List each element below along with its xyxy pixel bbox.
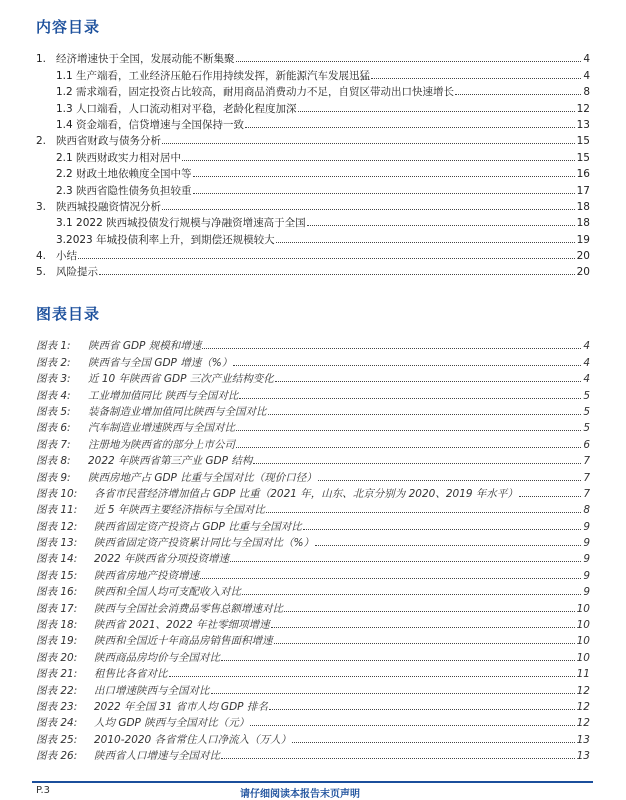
figure-entry-title: 各省市民营经济增加值占 GDP 比重（2021 年，山东、北京分别为 2020、2019 年水平） <box>94 487 518 500</box>
figure-entry[interactable] <box>36 516 590 532</box>
dot-leader <box>99 274 575 275</box>
figure-entry[interactable] <box>36 565 590 581</box>
dot-leader <box>455 94 581 95</box>
toc-entry[interactable] <box>36 246 590 262</box>
dot-leader <box>269 709 575 710</box>
figure-entry-title: 工业增加值同比 陕西与全国对比 <box>88 389 239 402</box>
figure-entry-title: 陕西房地产占 GDP 比重与全国对比（现价口径） <box>88 471 317 484</box>
figure-entry-label: 图表 14: <box>36 553 78 566</box>
toc-entry-title: 风险提示 <box>56 266 98 279</box>
figure-entry-page: 7 <box>583 455 590 468</box>
figure-entry-label: 图表 16: <box>36 586 78 599</box>
figure-entry[interactable] <box>36 664 590 680</box>
dot-leader <box>318 480 582 481</box>
figure-entry[interactable] <box>36 729 590 745</box>
toc-entry[interactable] <box>36 262 590 278</box>
figure-entry-page: 4 <box>583 373 590 386</box>
toc-entry[interactable] <box>36 98 590 114</box>
toc-entry[interactable] <box>36 49 590 65</box>
toc-entry-page: 4 <box>583 69 590 82</box>
figure-entry-label: 图表 26: <box>36 750 78 763</box>
figure-entry-page: 12 <box>576 684 590 697</box>
dot-leader <box>292 742 575 743</box>
figure-entry-title: 陕西省 2021、2022 年社零细项增速 <box>94 619 270 632</box>
figure-entry-page: 13 <box>576 733 590 746</box>
figure-entry-page: 4 <box>583 340 590 353</box>
dot-leader <box>245 127 575 128</box>
figure-entry[interactable] <box>36 336 590 352</box>
toc-entry-number: 3. <box>36 200 47 213</box>
footer-page-number: P.3 <box>36 785 51 796</box>
toc-entry-title: 1.3 人口端看，人口流动相对平稳，老龄化程度加深 <box>56 102 297 115</box>
figure-entry-page: 12 <box>576 700 590 713</box>
toc-entry-title: 1.1 生产端看，工业经济压舱石作用持续发挥，新能源汽车发展迅猛 <box>56 69 371 82</box>
figure-entry-title: 租售比各省对比 <box>94 668 168 681</box>
toc-entry[interactable] <box>36 65 590 81</box>
toc-entry-number: 4. <box>36 250 47 263</box>
dot-leader <box>193 176 575 177</box>
toc-entry[interactable] <box>36 213 590 229</box>
figure-entry[interactable] <box>36 533 590 549</box>
toc-title: 内容目录 <box>36 18 101 36</box>
toc-entry[interactable] <box>36 131 590 147</box>
toc-entry[interactable] <box>36 147 590 163</box>
figure-list-title: 图表目录 <box>36 305 101 323</box>
figure-entry-label: 图表 5: <box>36 405 71 418</box>
figure-entry-label: 图表 11: <box>36 504 78 517</box>
dot-leader <box>268 414 582 415</box>
dot-leader <box>230 561 581 562</box>
dot-leader <box>275 381 582 382</box>
dot-leader <box>221 660 575 661</box>
dot-leader <box>276 242 575 243</box>
figure-entry-label: 图表 2: <box>36 356 71 369</box>
figure-entry-label: 图表 21: <box>36 668 78 681</box>
dot-leader <box>200 578 581 579</box>
toc-entry-page: 17 <box>576 184 590 197</box>
toc-entry-page: 15 <box>576 151 590 164</box>
dot-leader <box>169 676 575 677</box>
dot-leader <box>371 78 581 79</box>
figure-entry-page: 9 <box>583 586 590 599</box>
figure-entry-label: 图表 1: <box>36 340 71 353</box>
dot-leader <box>242 594 581 595</box>
figure-entry-page: 9 <box>583 520 590 533</box>
figure-entry-page: 12 <box>576 717 590 730</box>
figure-entry-title: 近 10 年陕西省 GDP 三次产业结构变化 <box>88 373 274 386</box>
figure-entry-title: 陕西与全国社会消费品零售总额增速对比 <box>94 602 283 615</box>
toc-entry-page: 20 <box>576 250 590 263</box>
toc-entry-page: 12 <box>576 102 590 115</box>
toc-entry[interactable] <box>36 180 590 196</box>
dot-leader <box>274 643 575 644</box>
figure-entry[interactable] <box>36 385 590 401</box>
figure-entry-page: 9 <box>583 553 590 566</box>
dot-leader <box>236 447 581 448</box>
figure-entry[interactable] <box>36 598 590 614</box>
toc-entry-title: 陕西省财政与债务分析 <box>56 135 161 148</box>
figure-entry-title: 陕西省固定资产投资占 GDP 比重与全国对比 <box>94 520 302 533</box>
dot-leader <box>221 758 575 759</box>
figure-entry[interactable] <box>36 647 590 663</box>
figure-entry-label: 图表 17: <box>36 602 78 615</box>
toc-entry-page: 16 <box>576 168 590 181</box>
dot-leader <box>162 209 575 210</box>
figure-entry-label: 图表 4: <box>36 389 71 402</box>
figure-entry[interactable] <box>36 352 590 368</box>
figure-entry[interactable] <box>36 467 590 483</box>
figure-entry-page: 9 <box>583 537 590 550</box>
figure-entry-page: 5 <box>583 405 590 418</box>
toc-entry-title: 2.2 财政土地依赖度全国中等 <box>56 168 192 181</box>
figure-entry-page: 9 <box>583 569 590 582</box>
toc-entry-number: 5. <box>36 266 47 279</box>
dot-leader <box>182 160 575 161</box>
figure-entry[interactable] <box>36 549 590 565</box>
figure-entry-title: 陕西商品房均价与全国对比 <box>94 651 220 664</box>
figure-entry-label: 图表 24: <box>36 717 78 730</box>
figure-entry-label: 图表 8: <box>36 455 71 468</box>
figure-entry-label: 图表 20: <box>36 651 78 664</box>
toc-entry-page: 13 <box>576 118 590 131</box>
dot-leader <box>307 225 575 226</box>
figure-entry-page: 13 <box>576 750 590 763</box>
figure-entry-page: 8 <box>583 504 590 517</box>
figure-entry-label: 图表 19: <box>36 635 78 648</box>
toc-entry-title: 1.2 需求端看，固定投资占比较高，耐用商品消费动力不足，自贸区带动出口快速增长 <box>56 86 455 99</box>
figure-entry-title: 汽车制造业增速陕西与全国对比 <box>88 422 235 435</box>
figure-entry[interactable] <box>36 615 590 631</box>
toc-entry[interactable] <box>36 197 590 213</box>
figure-entry-page: 5 <box>583 422 590 435</box>
toc-entry-page: 4 <box>583 53 590 66</box>
figure-list <box>36 336 590 762</box>
dot-leader <box>236 430 581 431</box>
toc-entry-title: 小结 <box>56 250 77 263</box>
dot-leader <box>253 463 581 464</box>
figure-entry[interactable] <box>36 713 590 729</box>
figure-entry-title: 陕西和全国人均可支配收入对比 <box>94 586 241 599</box>
figure-entry-label: 图表 18: <box>36 619 78 632</box>
figure-entry-page: 6 <box>583 438 590 451</box>
toc-entry-title: 3.1 2022 陕西城投债发行规模与净融资增速高于全国 <box>56 217 306 230</box>
figure-entry-label: 图表 23: <box>36 700 78 713</box>
toc-entry-page: 18 <box>576 217 590 230</box>
figure-entry[interactable] <box>36 697 590 713</box>
toc-list <box>36 49 590 278</box>
toc-entry-number: 2. <box>36 135 47 148</box>
figure-entry-page: 10 <box>576 619 590 632</box>
dot-leader <box>266 512 581 513</box>
figure-entry-label: 图表 9: <box>36 471 71 484</box>
figure-entry-label: 图表 6: <box>36 422 71 435</box>
dot-leader <box>78 258 575 259</box>
figure-entry-title: 2022 年陕西省第三产业 GDP 结构 <box>88 455 253 468</box>
toc-entry[interactable] <box>36 115 590 131</box>
figure-entry[interactable] <box>36 500 590 516</box>
figure-entry-title: 陕西省 GDP 规模和增速 <box>88 340 202 353</box>
figure-entry-title: 2010-2020 各省常住人口净流入（万人） <box>94 733 292 746</box>
toc-entry-page: 8 <box>583 86 590 99</box>
figure-entry-page: 5 <box>583 389 590 402</box>
toc-entry-title: 经济增速快于全国，发展动能不断集聚 <box>56 53 235 66</box>
toc-entry[interactable] <box>36 82 590 98</box>
figure-entry[interactable] <box>36 402 590 418</box>
figure-entry-page: 7 <box>583 471 590 484</box>
dot-leader <box>271 627 575 628</box>
figure-entry-label: 图表 12: <box>36 520 78 533</box>
figure-entry[interactable] <box>36 484 590 500</box>
dot-leader <box>193 193 575 194</box>
toc-entry-title: 1.4 资金端看，信贷增速与全国保持一致 <box>56 118 245 131</box>
figure-entry-page: 10 <box>576 602 590 615</box>
figure-entry-page: 10 <box>576 651 590 664</box>
toc-entry-title: 2.1 陕西财政实力相对居中 <box>56 151 182 164</box>
dot-leader <box>239 398 581 399</box>
figure-entry-title: 装备制造业增加值同比陕西与全国对比 <box>88 405 267 418</box>
figure-entry-title: 陕西省固定资产投资累计同比与全国对比（%） <box>94 537 314 550</box>
dot-leader <box>519 496 581 497</box>
toc-entry-title: 2.3 陕西省隐性债务负担较重 <box>56 184 192 197</box>
dot-leader <box>233 365 581 366</box>
dot-leader <box>315 545 581 546</box>
dot-leader <box>284 611 575 612</box>
figure-entry-label: 图表 3: <box>36 373 71 386</box>
toc-entry[interactable] <box>36 164 590 180</box>
figure-entry-title: 陕西省房地产投资增速 <box>94 569 199 582</box>
figure-entry[interactable] <box>36 631 590 647</box>
figure-entry[interactable] <box>36 451 590 467</box>
toc-entry[interactable] <box>36 229 590 245</box>
toc-entry-page: 20 <box>576 266 590 279</box>
footer-disclaimer: 请仔细阅读本报告末页声明 <box>240 789 360 800</box>
figure-entry-label: 图表 22: <box>36 684 78 697</box>
figure-entry-title: 注册地为陕西省的部分上市公司 <box>88 438 235 451</box>
figure-entry[interactable] <box>36 746 590 762</box>
toc-entry-title: 3.2023 年城投债利率上升，到期偿还规模较大 <box>56 233 275 246</box>
figure-entry[interactable] <box>36 369 590 385</box>
figure-entry-title: 2022 年陕西省分项投资增速 <box>94 553 230 566</box>
figure-entry-title: 近 5 年陕西主要经济指标与全国对比 <box>94 504 265 517</box>
dot-leader <box>303 529 582 530</box>
figure-entry[interactable] <box>36 418 590 434</box>
figure-entry-title: 2022 年全国 31 省市人均 GDP 排名 <box>94 700 268 713</box>
dot-leader <box>162 143 575 144</box>
figure-entry-label: 图表 10: <box>36 487 78 500</box>
figure-entry-page: 10 <box>576 635 590 648</box>
figure-entry[interactable] <box>36 434 590 450</box>
dot-leader <box>250 725 574 726</box>
dot-leader <box>236 61 582 62</box>
toc-entry-page: 15 <box>576 135 590 148</box>
figure-entry-title: 出口增速陕西与全国对比 <box>94 684 210 697</box>
figure-entry-title: 陕西和全国近十年商品房销售面积增速 <box>94 635 273 648</box>
toc-entry-title: 陕西城投融资情况分析 <box>56 200 161 213</box>
toc-entry-page: 18 <box>576 200 590 213</box>
figure-entry-title: 人均 GDP 陕西与全国对比（元） <box>94 717 250 730</box>
figure-entry-page: 11 <box>576 668 590 681</box>
figure-entry[interactable] <box>36 582 590 598</box>
dot-leader <box>202 348 581 349</box>
dot-leader <box>211 693 575 694</box>
figure-entry-label: 图表 15: <box>36 569 78 582</box>
figure-entry-label: 图表 7: <box>36 438 71 451</box>
toc-entry-page: 19 <box>576 233 590 246</box>
figure-entry[interactable] <box>36 680 590 696</box>
footer-divider <box>32 781 593 783</box>
figure-entry-label: 图表 13: <box>36 537 78 550</box>
figure-entry-page: 7 <box>583 487 590 500</box>
figure-entry-label: 图表 25: <box>36 733 78 746</box>
dot-leader <box>298 111 575 112</box>
figure-entry-title: 陕西省人口增速与全国对比 <box>94 750 220 763</box>
figure-entry-page: 4 <box>583 356 590 369</box>
toc-entry-number: 1. <box>36 53 47 66</box>
figure-entry-title: 陕西省与全国 GDP 增速（%） <box>88 356 233 369</box>
